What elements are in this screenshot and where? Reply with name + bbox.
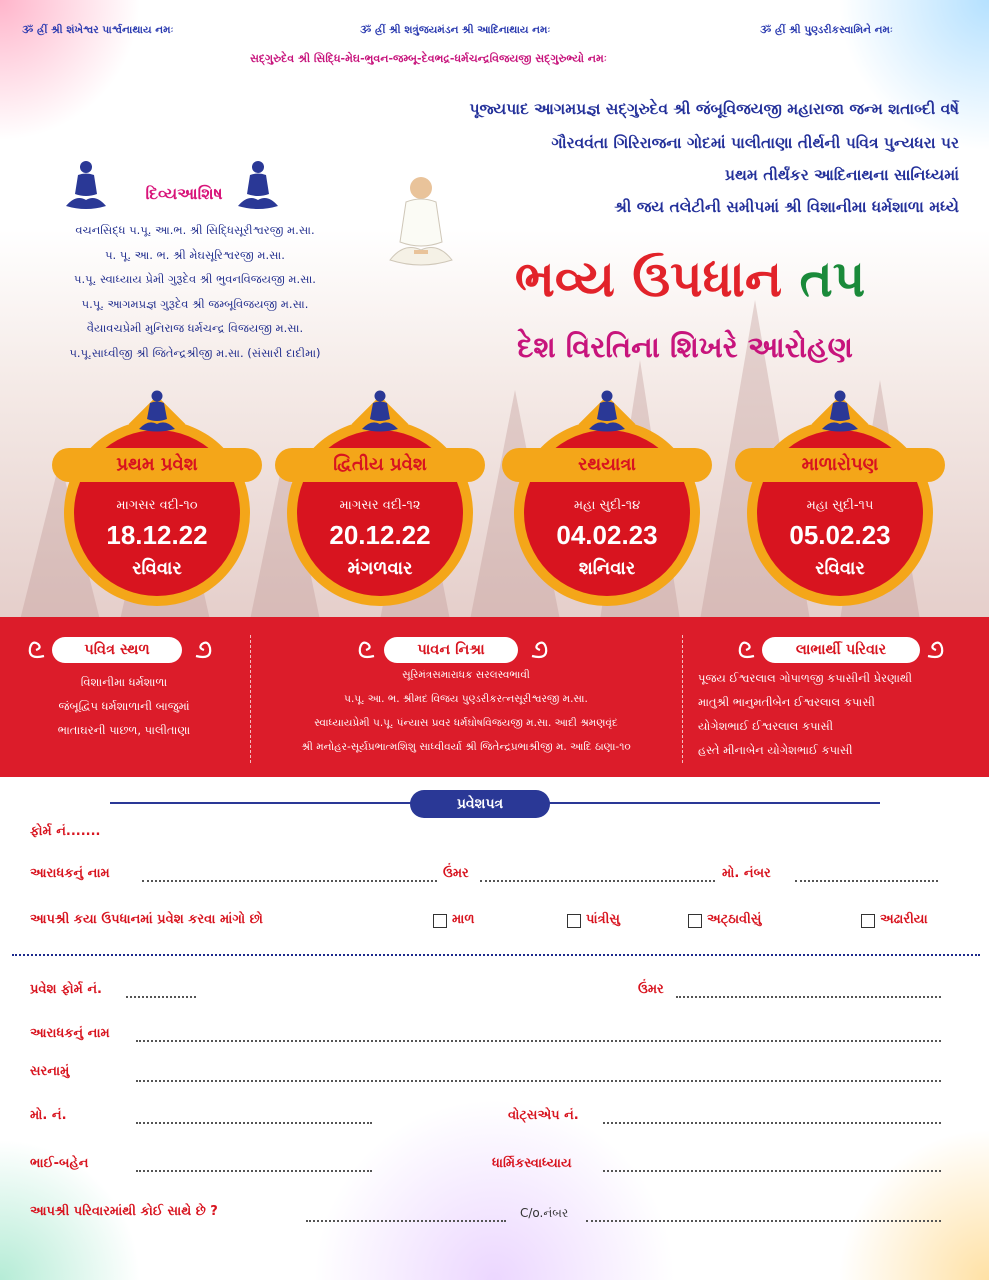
entry-age-field[interactable] bbox=[676, 996, 941, 998]
mantra-left: ૐ હ્રીં શ્રી શંખેશ્વર પાર્શ્વનાથાય નમઃ bbox=[22, 24, 174, 36]
family-line: હસ્તે મીનાબેન યોગેશભાઈ કપાસી bbox=[698, 743, 853, 757]
event-gujarati-date: મહા સુદી-૧૫ bbox=[806, 498, 874, 513]
option-checkbox[interactable] bbox=[861, 914, 875, 928]
age-field[interactable] bbox=[480, 880, 715, 882]
event-date: 05.02.23 bbox=[789, 520, 891, 550]
co-number-label: C/o.નંબર bbox=[520, 1206, 569, 1220]
entry-form-number-field[interactable] bbox=[126, 996, 196, 998]
family-line: પૂજય ઈશ્વરલાલ ગોપાળજી કપાસીની પ્રેરણાથી bbox=[698, 671, 913, 685]
entry-age-label: ઉંમર bbox=[638, 982, 664, 997]
place-line: જંબૂદ્વિપ ધર્મશાળાની બાજુમાં bbox=[58, 699, 190, 713]
place-column bbox=[0, 617, 248, 777]
name-field[interactable] bbox=[142, 880, 437, 882]
nishra-line: શ્રી મનોહર-સૂર્યપ્રભાત્મશિશુ સાધ્વીવર્યા શ્રી જિતેન્દ્રપ્રભાશ્રીજી મ. આદિ ઠાણા-૧૦ bbox=[301, 741, 631, 753]
name-label: આરાધકનું નામ bbox=[30, 866, 110, 881]
nishra-line: સ્વાધ્યાયપ્રેમી પ.પૂ. પંન્યાસ પ્રવર ધર્મઘોષવિજયજી મ.સા. આદી શ્રમણવૃંદ bbox=[314, 717, 618, 729]
guru-name: વચનસિદ્ધ પ.પૂ. આ.ભ. શ્રી સિદ્ધિસૂરીશ્વરજી મ.સા. bbox=[75, 223, 315, 237]
form-heading: પ્રવેશપત્ર bbox=[410, 790, 550, 818]
family-question-label: આપશ્રી પરિવારમાંથી કોઈ સાથે છે ? bbox=[30, 1204, 218, 1219]
event-card bbox=[747, 420, 933, 606]
meditating-figure-icon bbox=[587, 388, 627, 434]
entry-mobile-field[interactable] bbox=[136, 1122, 372, 1124]
mantra-right: ૐ હ્રીં શ્રી પુણ્ડરીકસ્વામિને નમઃ bbox=[760, 24, 893, 36]
entry-mobile-label: મો. નં. bbox=[30, 1108, 67, 1123]
event-day: રવિવાર bbox=[815, 558, 865, 579]
whatsapp-label: વોટ્સએપ નં. bbox=[508, 1108, 579, 1123]
guru-name: પ.પૂ.સાધ્વીજી શ્રી જિતેન્દ્રશ્રીજી મ.સા. (સંસારી દાદીમા) bbox=[69, 345, 321, 360]
guru-name: પ.પૂ. સ્વાધ્યાય પ્રેમી ગુરૂદેવ શ્રી ભુવનવિજયજી મ.સા. bbox=[74, 272, 316, 286]
option-label: અટ્ઠાવીસું bbox=[707, 912, 762, 927]
nishra-line: સૂરિમંત્રસમારાધક સરલસ્વભાવી bbox=[402, 669, 530, 681]
event-title: માળારોપણ bbox=[735, 448, 945, 482]
cut-line bbox=[12, 954, 980, 956]
event-date: 04.02.23 bbox=[556, 520, 658, 550]
event-title: દ્વિતીય પ્રવેશ bbox=[275, 448, 485, 482]
option-label: માળ bbox=[452, 912, 475, 927]
guru-name: પ. પૂ. આ. ભ. શ્રી મેઘસૂરિશ્વરજી મ.સા. bbox=[105, 247, 285, 262]
event-title: રથયાત્રા bbox=[502, 448, 712, 482]
address-label: સરનામું bbox=[30, 1064, 70, 1079]
event-card bbox=[64, 420, 250, 606]
title-part-2: તપ bbox=[799, 250, 866, 308]
meditating-figure-icon bbox=[820, 388, 860, 434]
ornament-icon bbox=[354, 638, 378, 662]
family-line: માતુશ્રી ભાનુમતીબેન ઈશ્વરલાલ કપાસી bbox=[698, 695, 875, 709]
option-label: પાંત્રીસુ bbox=[586, 912, 620, 927]
family-column bbox=[684, 617, 989, 777]
meditating-figure-icon bbox=[137, 388, 177, 434]
place-heading: પવિત્ર સ્થળ bbox=[52, 637, 182, 663]
event-card bbox=[287, 420, 473, 606]
event-gujarati-date: માગસર વદી-૧૦ bbox=[116, 498, 198, 513]
event-day: રવિવાર bbox=[132, 558, 182, 579]
intro-line-1: પૂજ્યપાદ આગમપ્રજ્ઞ સદ્ગુરુદેવ શ્રી જંબૂવિજયજી મહારાજા જન્મ શતાબ્દી વર્ષે bbox=[469, 100, 959, 118]
nishra-heading: પાવન નિશ્રા bbox=[384, 637, 518, 663]
option-checkbox[interactable] bbox=[433, 914, 447, 928]
family-question-field[interactable] bbox=[306, 1220, 506, 1222]
option-checkbox[interactable] bbox=[567, 914, 581, 928]
mobile-label: મો. નંબર bbox=[722, 866, 771, 881]
event-card bbox=[514, 420, 700, 606]
subtitle: દેશ વિરતિના શિખરે આરોહણ bbox=[517, 330, 853, 364]
main-title bbox=[400, 250, 980, 309]
gender-field[interactable] bbox=[136, 1170, 372, 1172]
family-heading: લાભાર્થી પરિવાર bbox=[762, 637, 920, 663]
event-day: મંગળવાર bbox=[347, 558, 413, 579]
intro-line-2: ગૌરવવંતા ગિરિરાજના ગોદમાં પાલીતાણા તીર્થની પવિત્ર પુન્યધરા પર bbox=[551, 134, 959, 152]
address-field[interactable] bbox=[136, 1080, 941, 1082]
place-line: ભાતાઘરની પાછળ, પાલીતાણા bbox=[57, 723, 191, 737]
ornament-icon bbox=[528, 638, 552, 662]
entry-name-label: આરાધકનું નામ bbox=[30, 1026, 110, 1041]
form-number-label: ફોર્મ નં....... bbox=[30, 824, 101, 839]
mantra-lineage: સદ્ગુરુદેવ શ્રી સિદ્ધિ-મેઘ-ભુવન-જમ્બૂ-દેવભદ્ર-ધર્મચન્દ્રવિજયજી સદ્ગુરુભ્યો નમઃ bbox=[250, 52, 607, 65]
event-gujarati-date: માગસર વદી-૧૨ bbox=[339, 498, 421, 513]
nishra-line: પ.પૂ. આ. ભ. શ્રીમદ વિજય પુણ્ડરીકરત્નસૂરીશ્વરજી મ.સા. bbox=[344, 693, 588, 705]
study-label: ધાર્મિકસ્વાધ્યાય bbox=[492, 1156, 572, 1171]
event-date: 18.12.22 bbox=[106, 520, 208, 550]
info-band bbox=[0, 617, 989, 777]
family-line: યોગેશભાઈ ઈશ્વરલાલ કપાસી bbox=[698, 719, 834, 733]
whatsapp-field[interactable] bbox=[603, 1122, 941, 1124]
option-label: અઢારીયા bbox=[880, 912, 928, 927]
intro-line-4: શ્રી જય તલેટીની સમીપમાં શ્રી વિશાનીમા ધર્મશાળા મધ્યે bbox=[614, 198, 959, 216]
intro-line-3: પ્રથમ તીર્થંકર આદિનાથના સાનિધ્યમાં bbox=[724, 166, 959, 184]
ornament-icon bbox=[192, 638, 216, 662]
age-label: ઉંમર bbox=[443, 866, 469, 881]
co-number-field[interactable] bbox=[586, 1220, 941, 1222]
ornament-icon bbox=[24, 638, 48, 662]
event-date: 20.12.22 bbox=[329, 520, 431, 550]
study-field[interactable] bbox=[603, 1170, 941, 1172]
mantra-center: ૐ હ્રીં શ્રી શત્રુંજયમંડન શ્રી આદિનાથાય નમઃ bbox=[360, 24, 551, 36]
event-gujarati-date: મહા સુદી-૧૪ bbox=[573, 498, 641, 513]
meditating-figure-icon bbox=[360, 388, 400, 434]
option-checkbox[interactable] bbox=[688, 914, 702, 928]
gender-label: ભાઈ-બહેન bbox=[30, 1156, 89, 1171]
ornament-icon bbox=[924, 638, 948, 662]
event-day: શનિવાર bbox=[578, 558, 636, 579]
ornament-icon bbox=[734, 638, 758, 662]
upadhan-question: આપશ્રી કયા ઉપધાનમાં પ્રવેશ કરવા માંગો છો bbox=[30, 912, 263, 927]
entry-name-field[interactable] bbox=[136, 1040, 941, 1042]
mobile-field[interactable] bbox=[795, 880, 938, 882]
nishra-column bbox=[252, 617, 680, 777]
event-title: પ્રથમ પ્રવેશ bbox=[52, 448, 262, 482]
title-part-1: ભવ્ય ઉપધાન bbox=[514, 250, 783, 308]
divya-heading: દિવ્યઆશિષ bbox=[145, 184, 223, 203]
place-line: વિશાનીમા ધર્મશાળા bbox=[80, 675, 168, 689]
entry-form-number-label: પ્રવેશ ફોર્મ નં. bbox=[30, 982, 102, 997]
guru-name: પ.પૂ. આગમપ્રજ્ઞ ગુરૂદેવ શ્રી જમ્બૂવિજયજી મ.સા. bbox=[81, 296, 309, 311]
guru-list bbox=[20, 218, 370, 365]
guru-name: વૈયાવચપ્રેમી મુનિરાજ ધર્મચન્દ્ર વિજયજી મ.સા. bbox=[86, 321, 304, 335]
